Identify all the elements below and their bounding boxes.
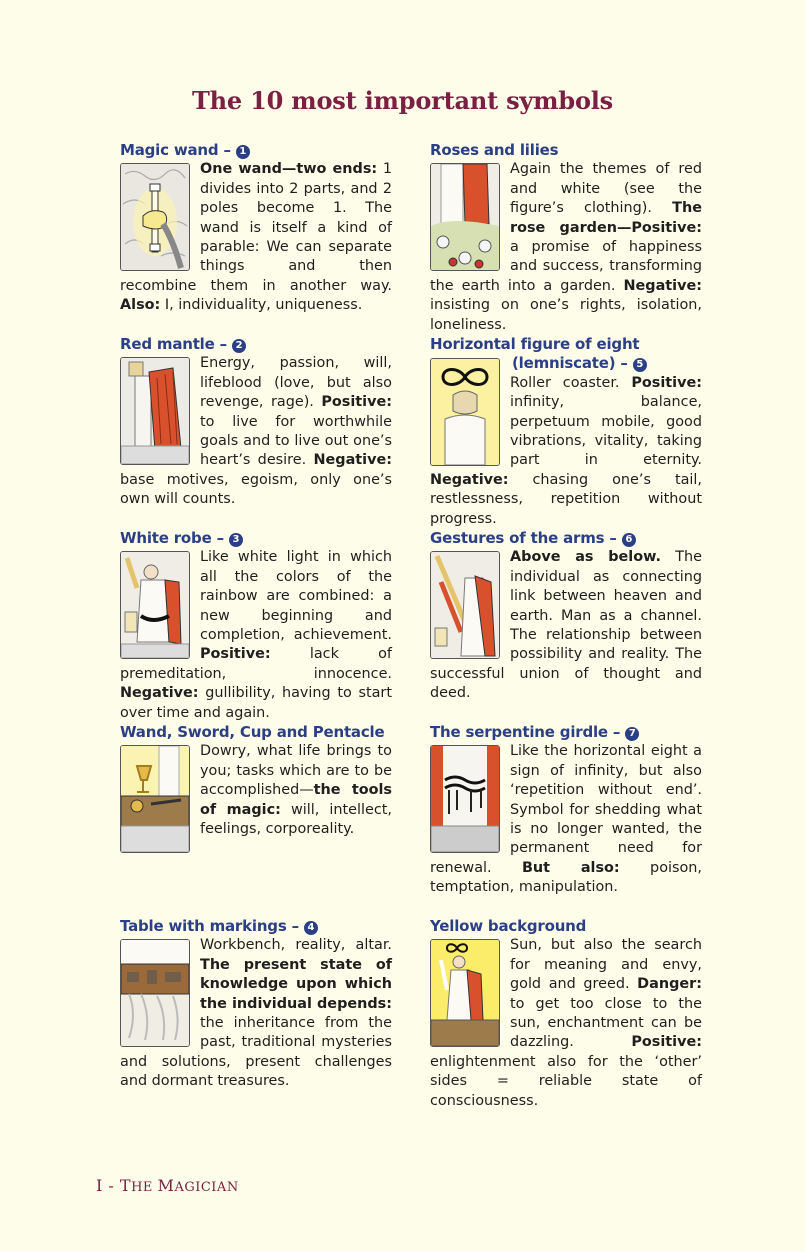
card-detail-image: [430, 163, 500, 271]
entry-heading: Roses and lilies: [430, 141, 559, 159]
entry-heading: Wand, Sword, Cup and Pentacle: [120, 723, 385, 741]
entry-red-mantle: Red mantle – 2 Energy, passion, will, lifeblood (love, but also revenge, rage). Positive: to live for worthwhile goals and to live out one’s heart’s desire. Negative: base motives, egoism, only one’s own will counts.: [120, 335, 392, 508]
entry-heading: Horizontal figure of eight: [430, 335, 640, 353]
entry-table-markings: Table with markings – 4 Workbench, reality, altar. The present state of knowledge upon which the individual depends: the inheritance from the past, traditional mysteries and solutions, present challenges and dormant treasures.: [120, 917, 392, 1090]
card-detail-image: [120, 357, 190, 465]
page-title: The 10 most important symbols: [192, 86, 613, 115]
entry-heading: Magic wand – 1: [120, 141, 392, 160]
footer-title-he: HE: [131, 1180, 158, 1195]
entry-heading-continued: (lemniscate) – 5: [430, 354, 702, 373]
footer-roman-numeral: I: [96, 1176, 103, 1195]
entry-heading: Table with markings – 4: [120, 917, 392, 936]
card-detail-image: [120, 939, 190, 1047]
roses-lilies-illustration: [431, 164, 499, 270]
number-badge: 4: [304, 921, 318, 935]
entry-white-robe: White robe – 3 Like white light in which all the colors of the rainbow are combined: a new beginning and completion, achievement. Positive: lack of premeditation, innocence. Negative: gullibility, having to start over time and again.: [120, 529, 392, 721]
wand-hand-illustration: [121, 164, 189, 270]
number-badge: 6: [622, 533, 636, 547]
number-badge: 7: [625, 727, 639, 741]
tools-illustration: [121, 746, 189, 852]
entry-gestures-arms: Gestures of the arms – 6 Above as below. The individual as connecting link between heaven and earth. Man as a channel. The relationship between possibility and reality. The successful union of thought and deed.: [430, 529, 703, 702]
card-detail-image: [430, 551, 500, 659]
entry-heading: The serpentine girdle – 7: [430, 723, 702, 742]
card-detail-image: [430, 745, 500, 853]
entry-heading: Yellow background: [430, 917, 587, 935]
footer-title-m: M: [157, 1176, 175, 1195]
entry-heading: Red mantle – 2: [120, 335, 392, 354]
entry-figure-eight: Horizontal figure of eight (lemniscate) – 5 Roller coaster. Positive: infinity, balance, perpetuum mobile, good vibrations, vitality, taking part in eternity. Negative: chasing one’s tail, restlessness, repetition without progress.: [430, 335, 702, 527]
entry-serpentine-girdle: The serpentine girdle – 7 Like the horizontal eight a sign of infinity, but also ‘repetition without end’. Symbol for shedding what is no longer wanted, the permanent need for renewal. But also: poison, temptation, manipulation.: [430, 723, 702, 896]
entry-wand-sword-cup-pentacle: Wand, Sword, Cup and Pentacle Dowry, what life brings to you; tasks which are to be accomplished—the tools of magic: will, intellect, feelings, corporeality.: [120, 723, 392, 855]
footer-separator: -: [102, 1176, 120, 1195]
yellow-background-illustration: [431, 940, 499, 1046]
number-badge: 3: [229, 533, 243, 547]
footer-title-t: T: [119, 1176, 132, 1195]
card-detail-image: [120, 163, 190, 271]
number-badge: 1: [236, 145, 250, 159]
page-footer: [96, 1176, 239, 1195]
entry-heading: White robe – 3: [120, 529, 392, 548]
card-detail-image: [120, 745, 190, 853]
entry-heading: Gestures of the arms – 6: [430, 529, 702, 548]
lemniscate-illustration: [431, 359, 499, 465]
arm-gesture-illustration: [431, 552, 499, 658]
footer-title-agician: AGICIAN: [174, 1180, 239, 1195]
red-mantle-illustration: [121, 358, 189, 464]
serpentine-girdle-illustration: [431, 746, 499, 852]
number-badge: 2: [232, 339, 246, 353]
entry-magic-wand: Magic wand – 1 One wand—two ends: 1 divides into 2 parts, and 2 poles become 1. The wand is itself a kind of parable: We can separate things and then recombine them in another way. Also: I, individuality, uniqueness.: [120, 141, 392, 314]
card-detail-image: [430, 939, 500, 1047]
entry-roses-lilies: Roses and lilies Again the themes of red and white (see the figure’s clothing). The rose garden—Positive: a promise of happiness and success, transforming the earth into a garden. Negative: insisting on one’s rights, isolation, loneliness.: [430, 141, 702, 333]
white-robe-illustration: [121, 552, 189, 658]
table-illustration: [121, 940, 189, 1046]
entry-yellow-background: Yellow background Sun, but also the search for meaning and envy, gold and greed. Danger: to get too close to the sun, enchantment can be dazzling. Positive: enlightenment also for the ‘other’ sides = reliable state of consciousness.: [430, 917, 702, 1109]
card-detail-image: [120, 551, 190, 659]
number-badge: 5: [633, 358, 647, 372]
card-detail-image: [430, 358, 500, 466]
